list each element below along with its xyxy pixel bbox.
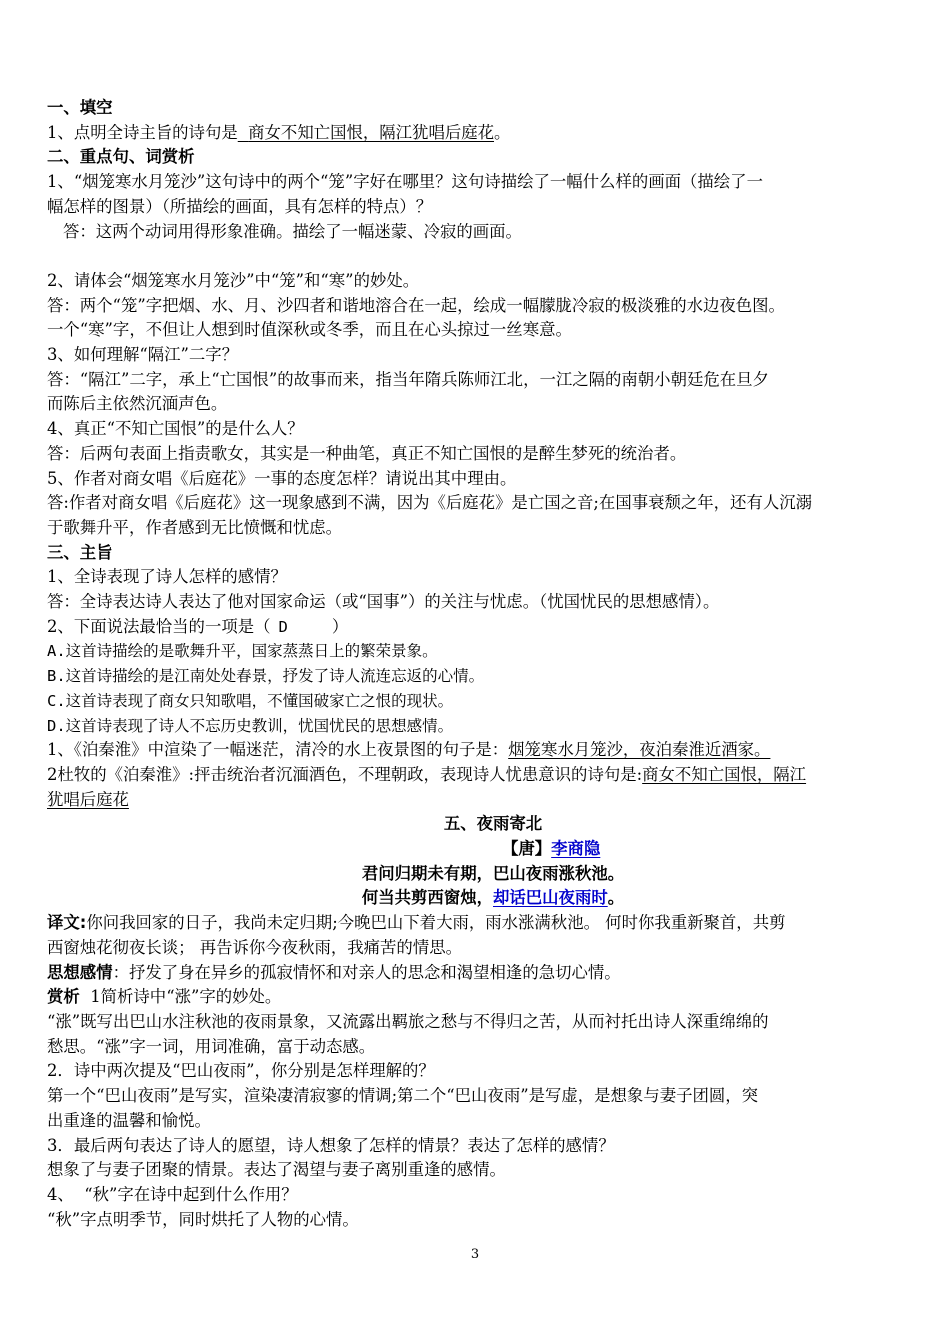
- punctuation: 。: [607, 888, 625, 908]
- question-text: 2、下面说法最恰当的一项是（: [47, 616, 271, 636]
- question-line: 1、全诗表现了诗人怎样的感情？: [47, 567, 287, 587]
- translation-line: 西窗烛花彻夜长谈； 再告诉你今夜秋雨，我痛苦的情思。: [47, 937, 462, 957]
- question-text: 1、点明全诗主旨的诗句是: [47, 122, 238, 142]
- question-line: 4、真正“不知亡国恨”的是什么人？: [47, 419, 304, 439]
- poem-author-line: [47, 837, 909, 862]
- answer-text: 商女不知亡国恨，隔江: [642, 764, 807, 784]
- option-a: A.这首诗描绘的是歌舞升平，国家蒸蒸日上的繁荣景象。: [47, 642, 438, 661]
- answer-line: 答：全诗表达诗人表达了他对国家命运（或“国事”）的关注与忧虑。（忧国忧民的思想感情）。: [47, 592, 720, 612]
- poem-text: 何当共剪西窗烛，: [361, 888, 493, 908]
- section-heading-theme: 三、主旨: [47, 542, 113, 562]
- answer-line: 答:作者对商女唱《后庭花》这一现象感到不满，因为《后庭花》是亡国之音;在国事衰颓之年，还有人沉溺: [47, 493, 813, 513]
- analysis-question-1: [47, 985, 909, 1010]
- answer-line: 于歌舞升平，作者感到无比愤慨和忧虑。: [47, 517, 343, 537]
- fill-blank-question: [47, 121, 909, 146]
- choice-answer: D: [278, 617, 288, 636]
- question-line: 3．最后两句表达了诗人的愿望，诗人想象了怎样的情景？表达了怎样的感情？: [47, 1135, 615, 1155]
- answer-text: 犹唱后庭花: [47, 789, 129, 809]
- page-number: 3: [470, 1247, 480, 1262]
- punctuation: ）: [331, 616, 349, 636]
- question-line: 5、作者对商女唱《后庭花》一事的态度怎样？请说出其中理由。: [47, 468, 517, 488]
- punctuation: 。: [494, 122, 511, 142]
- document-content: [47, 96, 909, 1232]
- poem-line-1: 君问归期未有期，巴山夜雨涨秋池。: [361, 863, 625, 883]
- question-text: 1、《泊秦淮》中渲染了一幅迷茫，清冷的水上夜景图的句子是：: [47, 740, 509, 760]
- answer-line: 答：这两个动词用得形象准确。描绘了一幅迷蒙、冷寂的画面。: [63, 221, 522, 241]
- question-text: 1简析诗中“涨”字的妙处。: [79, 987, 282, 1007]
- emotion-label: 思想感情: [47, 962, 113, 982]
- answer-line: 答：“隔江”二字，承上“亡国恨”的故事而来，指当年隋兵陈师江北，一江之隔的南朝小朝廷危在旦夕: [47, 369, 769, 389]
- answer-line: “涨”既写出巴山水注秋池的夜雨景象，又流露出羁旅之愁与不得归之苦，从而衬托出诗人深重绵绵的: [47, 1012, 769, 1031]
- blank-line: [47, 244, 909, 269]
- question-line: 3、如何理解“隔江”二字？: [47, 345, 239, 365]
- option-d: D.这首诗表现了诗人不忘历史教训，忧国忧民的思想感情。: [47, 716, 454, 735]
- answer-text: 烟笼寒水月笼沙，夜泊秦淮近酒家。: [508, 740, 771, 760]
- translation-text: 你问我回家的日子，我尚未定归期;今晚巴山下着大雨，雨水涨满秋池。 何时你我重新聚首，共剪: [86, 913, 786, 933]
- extra-question-2: [47, 763, 909, 788]
- emotion-text: ：抒发了身在异乡的孤寂情怀和对亲人的思念和渴望相逢的急切心情。: [112, 962, 621, 982]
- answer-line: 愁思。“涨”字一词，用词准确，富于动态感。: [47, 1036, 376, 1056]
- translation-line: [47, 911, 909, 936]
- poem-line-link[interactable]: 却话巴山夜雨时: [493, 888, 608, 908]
- answer-line: 一个“寒”字，不但让人想到时值深秋或冬季，而且在心头掠过一丝寒意。: [47, 320, 572, 340]
- author-link[interactable]: 李商隐: [551, 839, 601, 859]
- poem-title: 五、夜雨寄北: [443, 814, 543, 834]
- question-line: 幅怎样的图景）（所描绘的画面，具有怎样的特点）？: [47, 196, 433, 216]
- question-line: 2、请体会“烟笼寒水月笼沙”中“笼”和“寒”的妙处。: [47, 270, 420, 290]
- answer-line: 想象了与妻子团聚的情景。表达了渴望与妻子离别重逢的感情。: [47, 1160, 506, 1180]
- extra-question-1: [47, 738, 909, 763]
- question-text: 2杜牧的《泊秦淮》:抨击统治者沉湎酒色，不理朝政，表现诗人忧患意识的诗句是:: [47, 764, 643, 784]
- answer-blank: [238, 123, 494, 142]
- answer-text: 商女不知亡国恨，隔江犹唱后庭花: [248, 122, 495, 142]
- answer-line: 而陈后主依然沉湎声色。: [47, 394, 228, 414]
- question-line: 1、“烟笼寒水月笼沙”这句诗中的两个“笼”字好在哪里？这句诗描绘了一幅什么样的画面（描绘了一: [47, 172, 763, 192]
- choice-question: [47, 615, 909, 640]
- answer-line: 出重逢的温馨和愉悦。: [47, 1110, 211, 1130]
- extra-question-2-continued: [47, 788, 909, 813]
- emotion-line: [47, 961, 909, 986]
- option-b: B.这首诗描绘的是江南处处春景，抒发了诗人流连忘返的心情。: [47, 667, 485, 686]
- analysis-label: 赏析: [47, 987, 80, 1007]
- option-c: C.这首诗表现了商女只知歌唱，不懂国破家亡之恨的现状。: [47, 691, 454, 710]
- poem-line-2: [47, 886, 909, 911]
- question-line: 2．诗中两次提及“巴山夜雨”，你分别是怎样理解的？: [47, 1061, 435, 1081]
- translation-label: 译文:: [47, 913, 87, 933]
- answer-line: 第一个“巴山夜雨”是写实，渲染凄清寂寥的情调;第二个“巴山夜雨”是写虚，是想象与妻子团圆，突: [47, 1086, 759, 1106]
- answer-line: 答：两个“笼”字把烟、水、月、沙四者和谐地溶合在一起，绘成一幅朦胧冷寂的极淡雅的水边夜色图。: [47, 295, 785, 315]
- dynasty-label: 【唐】: [502, 839, 552, 859]
- answer-line: 答：后两句表面上指责歌女，其实是一种曲笔，真正不知亡国恨的是醉生梦死的统治者。: [47, 443, 687, 463]
- section-heading-analysis: 二、重点句、词赏析: [47, 147, 195, 167]
- answer-line: “秋”字点明季节，同时烘托了人物的心情。: [47, 1209, 359, 1229]
- question-line: 4、 “秋”字在诗中起到什么作用？: [47, 1184, 298, 1204]
- section-heading-fill-blank: 一、填空: [47, 98, 113, 117]
- blank-space: [238, 123, 248, 142]
